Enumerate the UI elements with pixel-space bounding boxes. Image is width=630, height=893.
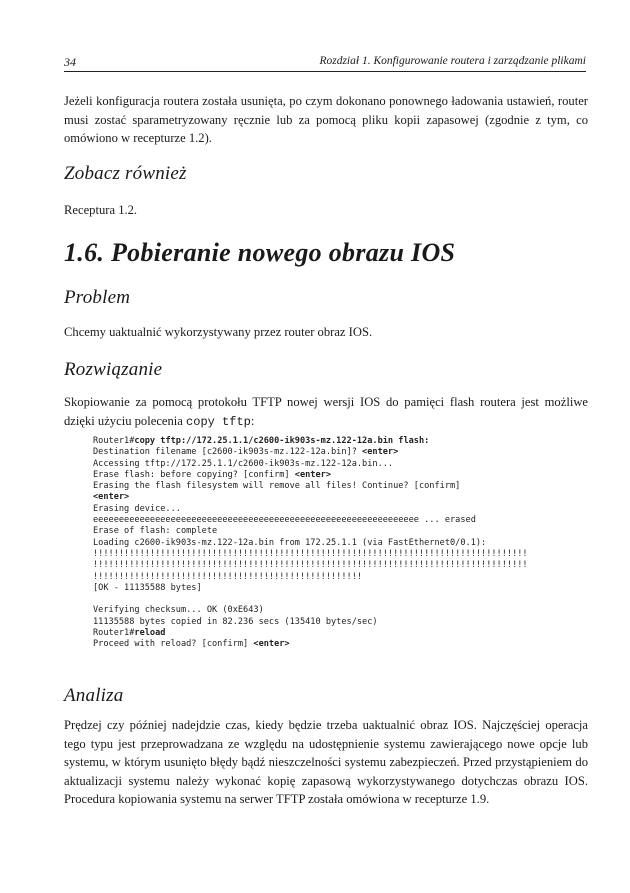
code-line-prefix: 11135588 bytes copied in 82.236 secs (135410 bytes/sec) bbox=[93, 616, 378, 627]
problem-heading: Problem bbox=[64, 287, 131, 308]
code-line-prefix: Erasing the flash filesystem will remove all files! Continue? [confirm] bbox=[93, 481, 461, 492]
solution-text-part-1: Skopiowanie za pomocą protokołu TFTP nowej wersji IOS do pamięci flash routera jest możliwe dzięki użyciu polecenia bbox=[64, 395, 588, 428]
analysis-heading: Analiza bbox=[64, 685, 124, 706]
page-header bbox=[64, 53, 586, 72]
code-line-prefix: Router1# bbox=[93, 628, 135, 639]
solution-text-part-2: : bbox=[250, 413, 255, 428]
code-line-prefix: Erasing device... bbox=[93, 503, 181, 514]
code-line bbox=[93, 459, 593, 470]
code-line-prefix: Verifying checksum... OK (0xE643) bbox=[93, 605, 264, 616]
code-line bbox=[93, 447, 593, 458]
code-line-prefix: !!!!!!!!!!!!!!!!!!!!!!!!!!!!!!!!!!!!!!!!!!!!!!!!!!!! bbox=[93, 571, 363, 582]
intro-paragraph: Jeżeli konfiguracja routera została usunięta, po czym dokonano ponownego ładowania ustawień, router musi zostać sparametryzowany ręcznie lub za pomocą pliku kopii zapasowej (zgodnie z tym, co omówiono w recepturze 1.2). bbox=[64, 94, 588, 145]
code-line bbox=[93, 594, 593, 605]
code-line bbox=[93, 560, 593, 571]
code-line-prefix: !!!!!!!!!!!!!!!!!!!!!!!!!!!!!!!!!!!!!!!!!!!!!!!!!!!!!!!!!!!!!!!!!!!!!!!!!!!!!!!!!!!! bbox=[93, 548, 528, 559]
code-line-bold: <enter> bbox=[362, 447, 399, 458]
code-line-prefix: eeeeeeeeeeeeeeeeeeeeeeeeeeeeeeeeeeeeeeeeeeeeeeeeeeeeeeeeeeeeeee ... erased bbox=[93, 515, 476, 526]
code-block bbox=[93, 436, 593, 651]
code-line-prefix: Loading c2600-ik903s-mz.122-12a.bin from 172.25.1.1 (via FastEthernet0/0.1): bbox=[93, 537, 487, 548]
code-line bbox=[93, 504, 593, 515]
code-line-prefix: Accessing tftp://172.25.1.1/c2600-ik903s-mz.122-12a.bin... bbox=[93, 458, 394, 469]
code-line-prefix: !!!!!!!!!!!!!!!!!!!!!!!!!!!!!!!!!!!!!!!!!!!!!!!!!!!!!!!!!!!!!!!!!!!!!!!!!!!!!!!!!!!! bbox=[93, 560, 528, 571]
code-line bbox=[93, 617, 593, 628]
code-line bbox=[93, 549, 593, 560]
code-line-bold: reload bbox=[134, 628, 166, 639]
code-line bbox=[93, 572, 593, 583]
see-also-heading: Zobacz również bbox=[64, 163, 187, 184]
code-line-prefix: Erase of flash: complete bbox=[93, 526, 218, 537]
problem-text: Chcemy uaktualnić wykorzystywany przez router obraz IOS. bbox=[64, 325, 373, 339]
see-also-text: Receptura 1.2. bbox=[64, 203, 138, 217]
section-title: 1.6. Pobieranie nowego obrazu IOS bbox=[64, 238, 456, 267]
solution-heading: Rozwiązanie bbox=[64, 359, 163, 380]
page-number: 34 bbox=[64, 55, 76, 69]
code-line-prefix: Erase flash: before copying? [confirm] bbox=[93, 469, 295, 480]
running-title: Rozdział 1. Konfigurowanie routera i zarządzanie plikami bbox=[319, 55, 586, 67]
code-line bbox=[93, 481, 593, 492]
code-line bbox=[93, 515, 593, 526]
code-line bbox=[93, 628, 593, 639]
code-line-bold: <enter> bbox=[253, 639, 290, 650]
solution-text bbox=[64, 393, 588, 431]
analysis-text: Prędzej czy później nadejdzie czas, kiedy będzie trzeba uaktualnić obraz IOS. Najczęściej operacja tego typu jest przeprowadzana ze względu na udostępnienie systemu zawierającego nowe opcje lub systemu, w którym usunięto błędy bądź nieszczelności systemu zabezpieczeń. Przed przystąpieniem do aktualizacji systemu należy wykonać kopię zapasową wykorzystywanego dotychczas obrazu IOS. Procedura kopiowania systemu na serwer TFTP została omówiona w recepturze 1.9. bbox=[64, 718, 588, 806]
code-line bbox=[93, 492, 593, 503]
code-line-prefix: [OK - 11135588 bytes] bbox=[93, 582, 202, 593]
code-line bbox=[93, 436, 593, 447]
code-line bbox=[93, 470, 593, 481]
code-line-prefix: Proceed with reload? [confirm] bbox=[93, 639, 254, 650]
code-line-bold: copy tftp://172.25.1.1/c2600-ik903s-mz.122-12a.bin flash: bbox=[134, 436, 430, 446]
code-line-bold: <enter> bbox=[93, 492, 130, 503]
code-line bbox=[93, 526, 593, 537]
code-line bbox=[93, 583, 593, 594]
code-line-bold: <enter> bbox=[294, 469, 331, 480]
code-line bbox=[93, 639, 593, 650]
code-line-prefix: Router1# bbox=[93, 436, 135, 446]
solution-command: copy tftp bbox=[186, 414, 251, 429]
code-line-prefix: Destination filename [c2600-ik903s-mz.122-12a.bin]? bbox=[93, 447, 363, 458]
code-line bbox=[93, 538, 593, 549]
code-line bbox=[93, 605, 593, 616]
